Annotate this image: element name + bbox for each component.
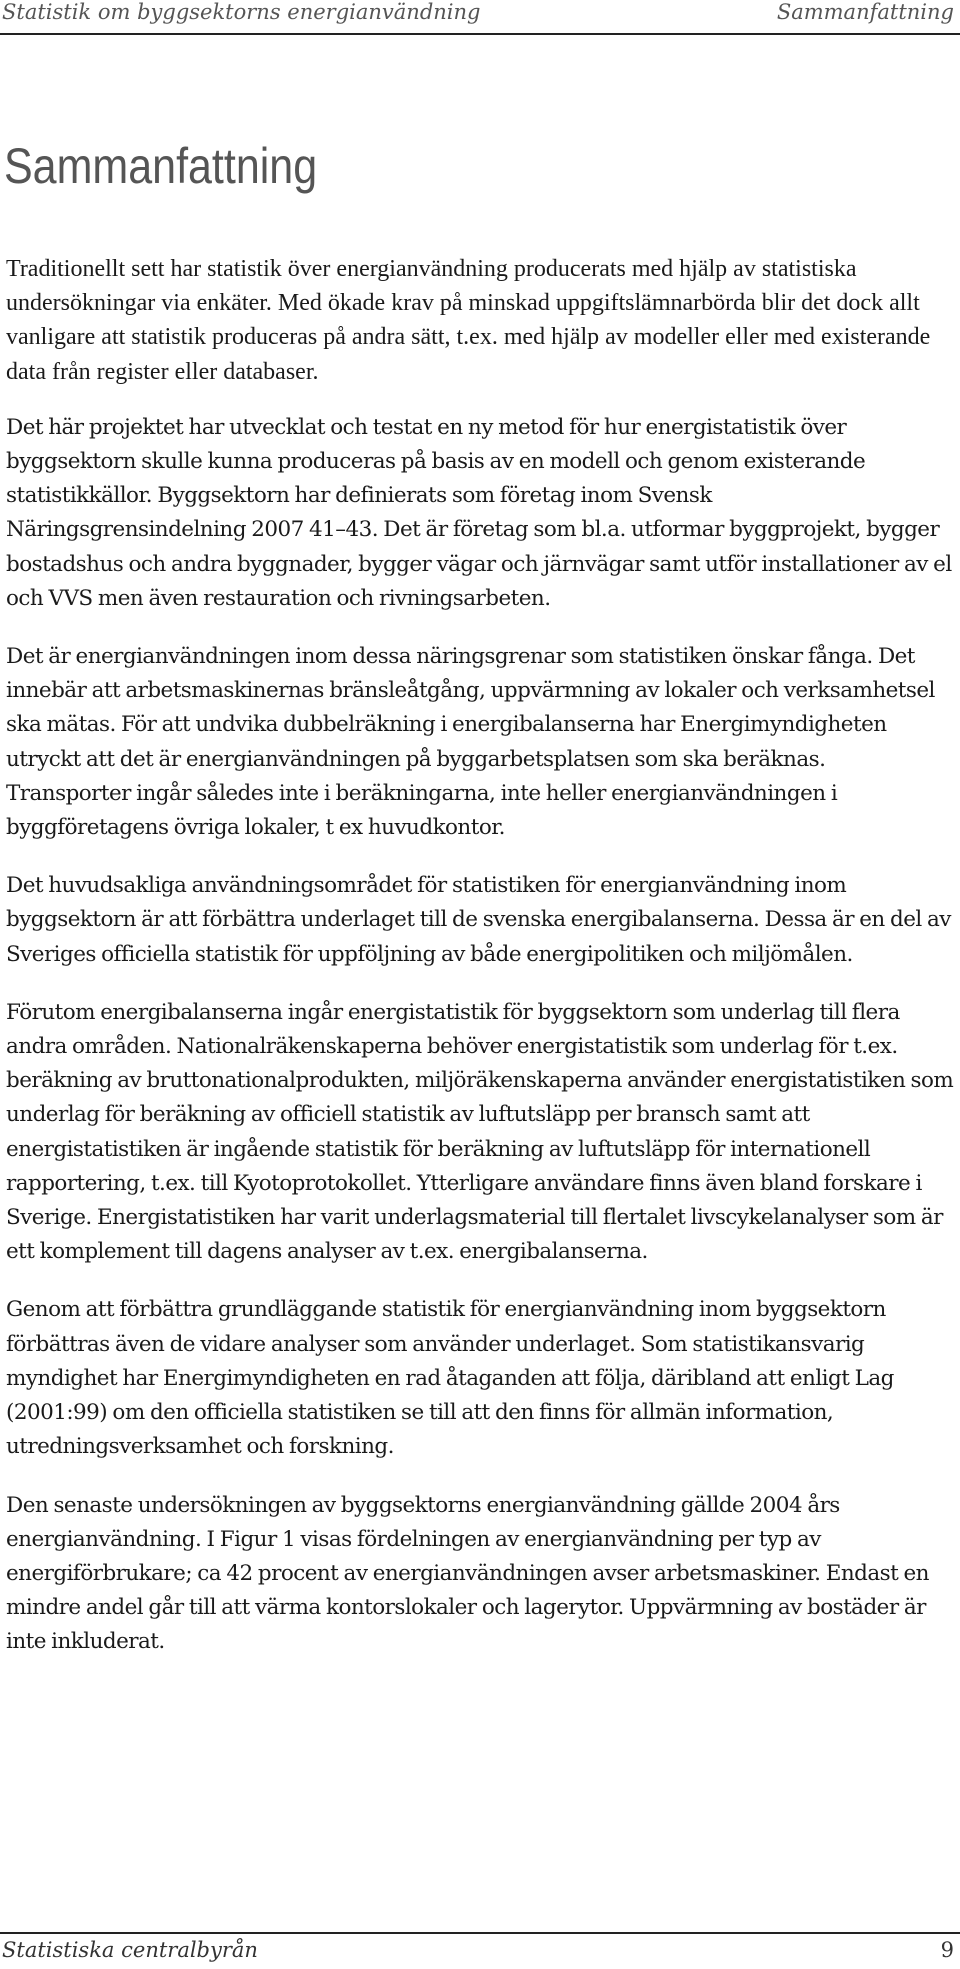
header-divider [0,33,960,35]
paragraph-scope: Det är energianvändningen inom dessa näringsgrenar som statistiken önskar fånga. Det innebär att arbetsmaskinernas bränsleåtgång, uppvärmning av lokaler och verksamhetsel ska mätas. För att undvika dubbelräkning i energibalanserna har Energimyndigheten utryckt att det är energianvändningen på byggarbetsplatsen som ska beräknas. Transporter ingår således inte i beräkningarna, inte heller energianvändningen i byggföretagens övriga lokaler, t ex huvudkontor. [6,644,935,841]
paragraph-other-users: Förutom energibalanserna ingår energistatistik för byggsektorn som underlag till flera andra områden. Nationalräkenskaperna behöver energistatistik som underlag för t.ex. beräkning av bruttonationalprodukten, miljöräkenskaperna använder energistatistiken som underlag för beräkning av officiell statistik av luftutsläpp per bransch samt att energistatistiken är ingående statistik för beräkning av luftutsläpp för internationell rapportering, t.ex. till Kyotoprotokollet. Ytterligare användare finns även bland forskare i Sverige. Energistatistiken har varit underlagsmaterial till flertalet livscykelanalyser som är ett komplement till dagens analyser av t.ex. energibalanserna. [6,999,954,1265]
header-section-title: Sammanfattning [776,0,954,24]
running-header [0,0,960,32]
paragraph-usage: Det huvudsakliga användningsområdet för statistiken för energianvändning inom byggsektorn är att förbättra underlaget till de svenska energibalanserna. Dessa är en del av Sveriges officiella statistik för uppföljning av både energipolitiken och miljömålen. [6,873,951,967]
paragraph-project: Det här projektet har utvecklat och testat en ny metod för hur energistatistik över byggsektorn skulle kunna produceras på basis av en modell och genom existerande statistikkällor. Byggsektorn har definierats som företag inom Svensk Näringsgrensindelning 2007 41–43. Det är företag som bl.a. utformar byggprojekt, bygger bostadshus och andra byggnader, bygger vägar och järnvägar samt utför installationer av el och VVS men även restauration och rivningsarbeten. [6,414,952,611]
footer-divider [0,1932,960,1934]
body-text [6,252,954,1684]
paragraph-improvement: Genom att förbättra grundläggande statistik för energianvändning inom byggsektorn förbättras även de vidare analyser som använder underlaget. Som statistikansvarig myndighet har Energimyndigheten en rad åtaganden att följa, däribland att enligt Lag (2001:99) om den officiella statistiken se till att den finns för allmän information, utredningsverksamhet och forskning. [6,1297,894,1460]
paragraph-latest-survey: Den senaste undersökningen av byggsektorns energianvändning gällde 2004 års energianvändning. I Figur 1 visas fördelningen av energianvändning per typ av energiförbrukare; ca 42 procent av energianvändningen avser arbetsmaskiner. Endast en mindre andel går till att värma kontorslokaler och lagerytor. Uppvärmning av bostäder är inte inkluderat. [6,1492,929,1655]
page-number: 9 [940,1938,954,1962]
paragraph-intro: Traditionellt sett har statistik över energianvändning producerats med hjälp av statistiska undersökningar via enkäter. Med ökade krav på minskad uppgiftslämnarbörda blir det dock allt vanligare att statistik produceras på andra sätt, t.ex. med hjälp av modeller eller med existerande data från register eller databaser. [6,256,931,385]
page-title: Sammanfattning [4,138,318,194]
header-document-title: Statistik om byggsektorns energianvändning [2,0,481,24]
footer-publisher: Statistiska centralbyrån [2,1938,258,1962]
